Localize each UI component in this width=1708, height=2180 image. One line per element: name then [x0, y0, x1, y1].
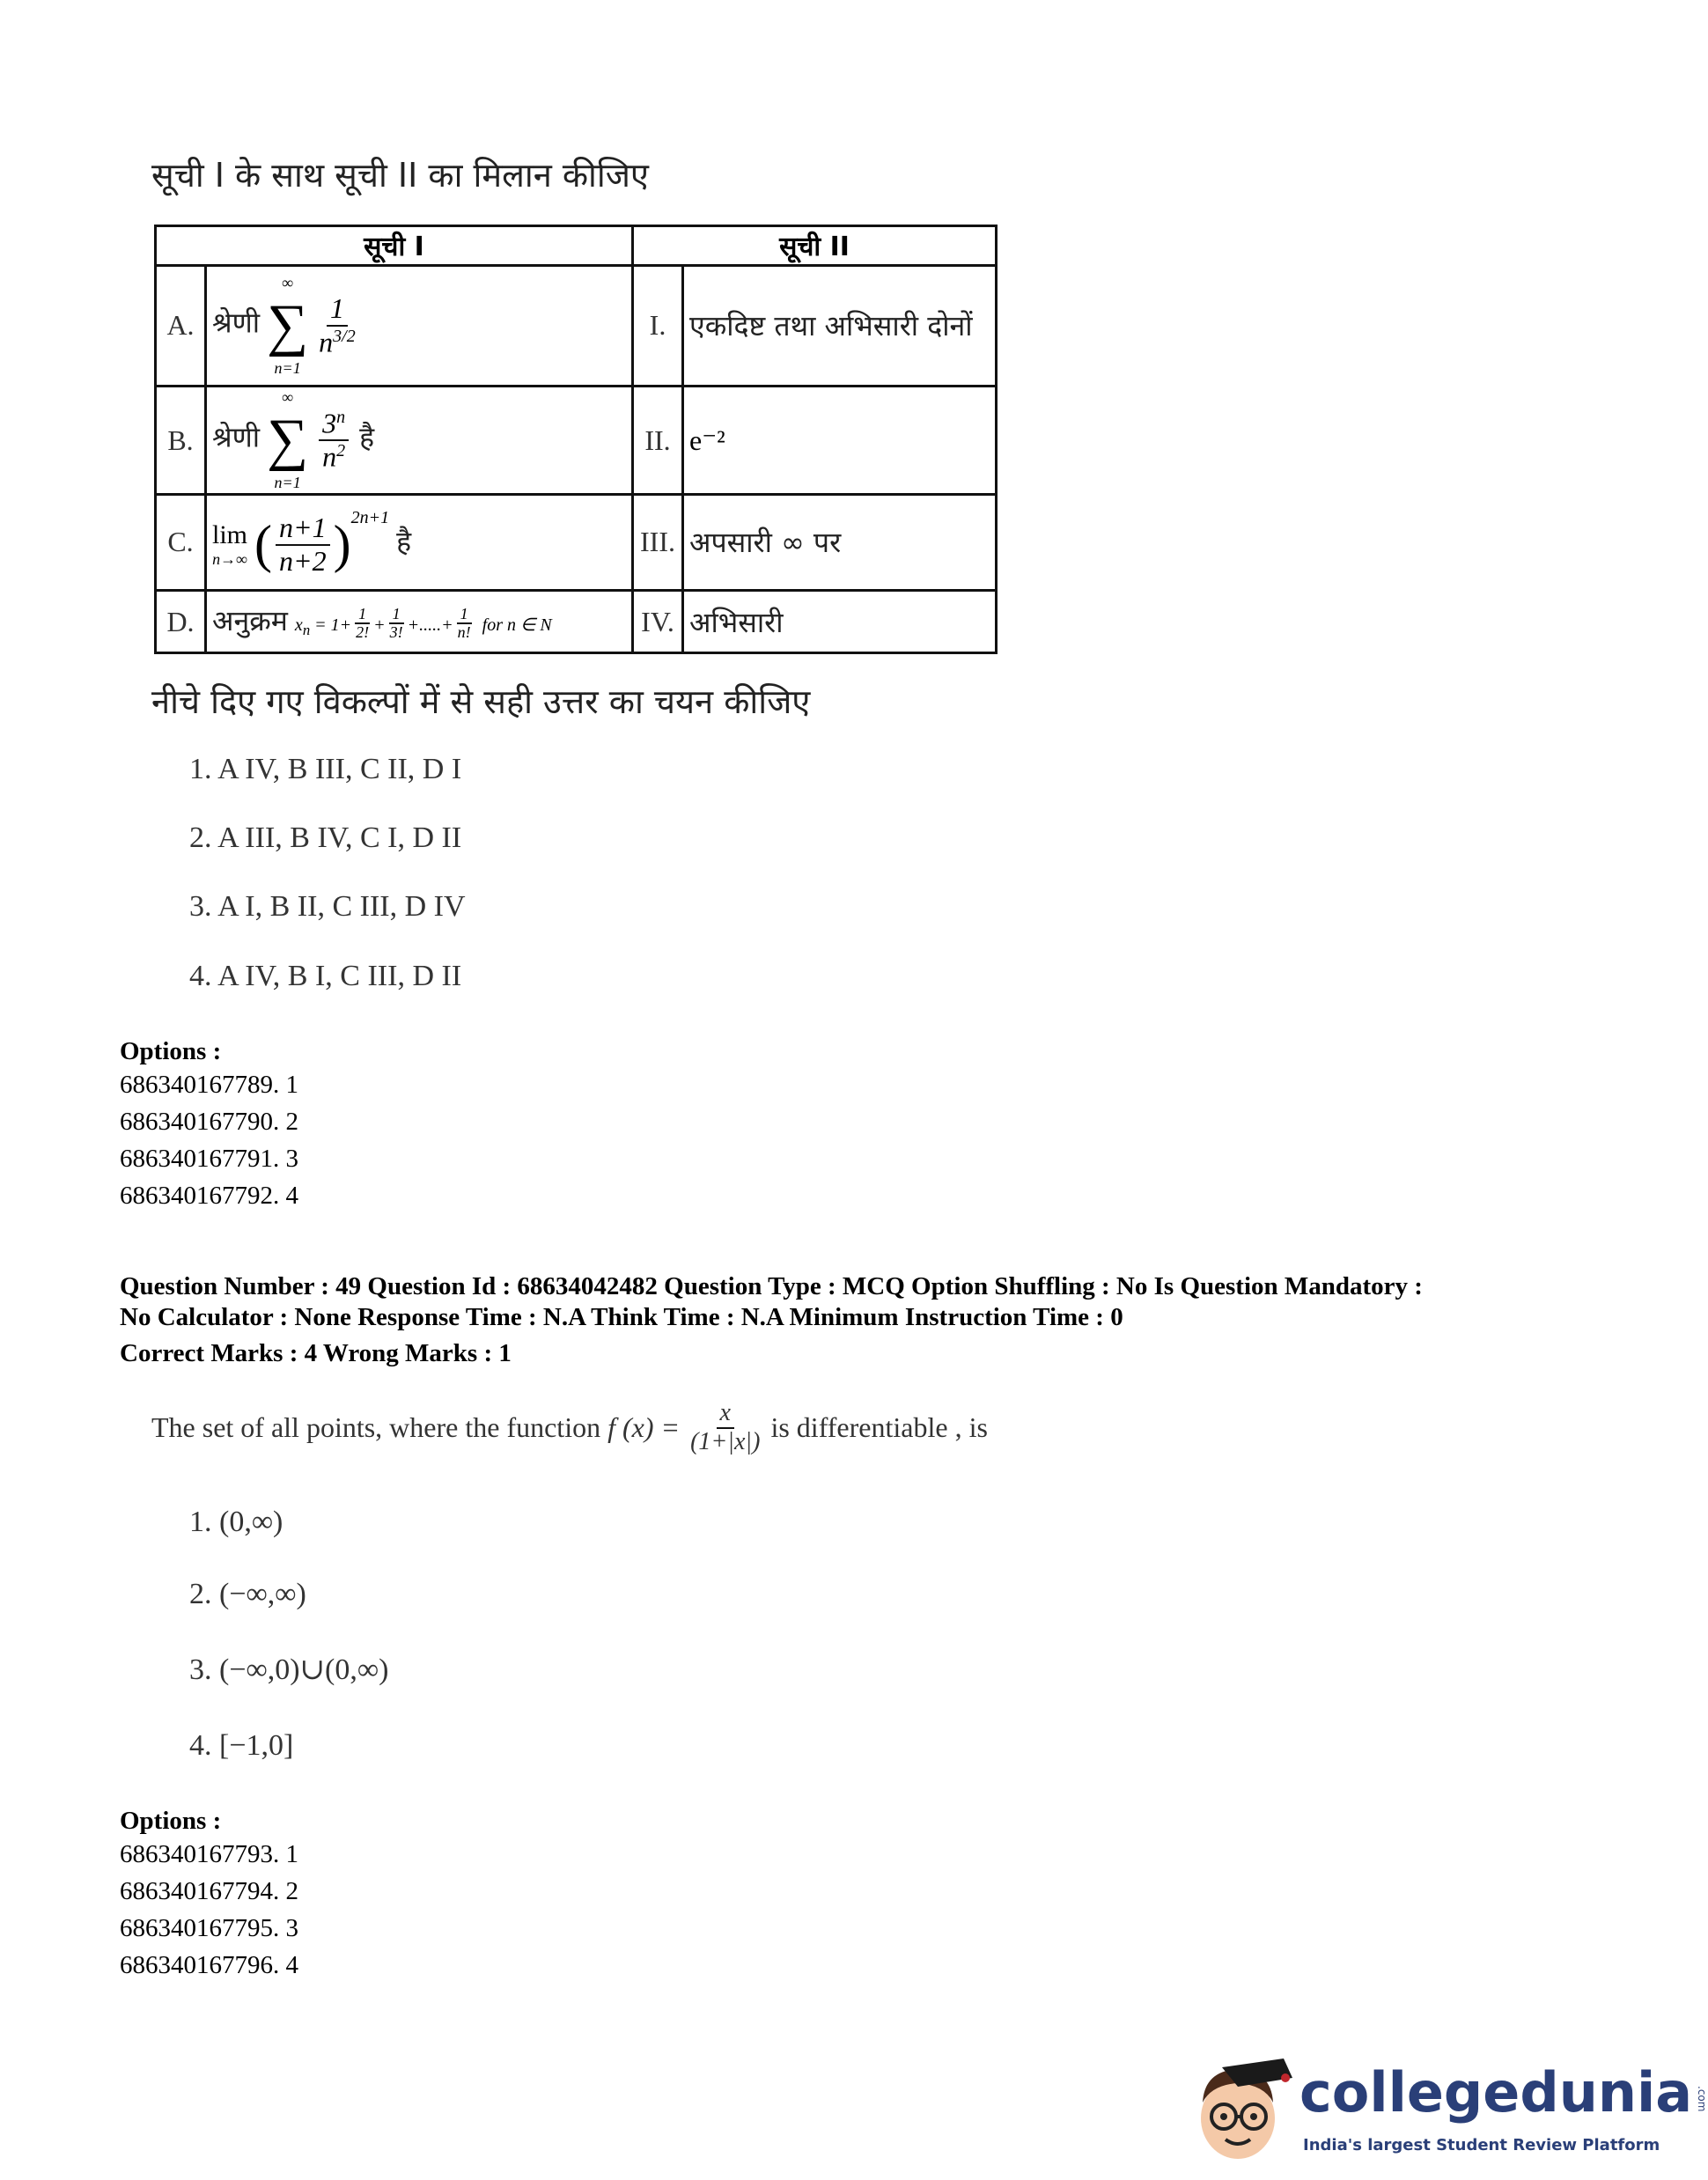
row-label: C.: [156, 494, 206, 590]
options-block: [120, 1037, 298, 1214]
question-meta-line: No Calculator : None Response Time : N.A Think Time : N.A Minimum Instruction Time : 0: [120, 1303, 1123, 1331]
option-id: 686340167790. 2: [120, 1108, 298, 1136]
option-id: 686340167795. 3: [120, 1914, 298, 1942]
logo-tagline: India's largest Student Review Platform: [1303, 2136, 1660, 2154]
question-meta-line: Question Number : 49 Question Id : 68634042482 Question Type : MCQ Option Shuffling : No Is Question Mandatory :: [120, 1272, 1423, 1300]
question-2-meta: [120, 1271, 1423, 1369]
option-id: 686340167793. 1: [120, 1840, 298, 1868]
list-1-item-c: lim n→∞ ( $\frac{n+1}{n+2}$ )$^{2n+1}$ है: [206, 494, 633, 590]
list-1-item-b: श्रेणी ∞ ∑ n=1 $\frac{3^n}{n^2}$ है: [206, 387, 633, 495]
choice-4: 4. A IV, B I, C III, D II: [189, 960, 462, 992]
question-1-prompt: सूची I के साथ सूची II का मिलान कीजिए: [151, 156, 649, 195]
logo-wordmark: collegedunia: [1299, 2060, 1693, 2125]
list-1-header: सूची I: [156, 226, 633, 266]
option-id: 686340167789. 1: [120, 1071, 298, 1099]
option-id: 686340167791. 3: [120, 1145, 298, 1173]
options-label: Options :: [120, 1807, 222, 1835]
logo-suffix: .com: [1696, 2085, 1708, 2111]
list-2-item-iv: अभिसारी: [683, 591, 997, 653]
choice-2: 2. (−∞,∞): [189, 1578, 306, 1610]
row-label: A.: [156, 265, 206, 387]
list-2-item-iii: अपसारी ∞ पर: [683, 494, 997, 590]
options-block: [120, 1807, 298, 1984]
collegedunia-logo: [1187, 2051, 1708, 2166]
row-label: I.: [633, 265, 683, 387]
question-1-instruction: नीचे दिए गए विकल्पों में से सही उत्तर का चयन कीजिए: [151, 682, 811, 721]
row-label: IV.: [633, 591, 683, 653]
choice-2: 2. A III, B IV, C I, D II: [189, 821, 462, 854]
list-1-item-d: अनुक्रम $x_n = 1+$ $\frac{1}{2!}$ + $\frac{1}{3!}$ +.....+ $\frac{1}{n!}$ for n ∈ N: [206, 591, 633, 653]
table-row: [156, 591, 997, 653]
choice-3: 3. (−∞,0)∪(0,∞): [189, 1653, 389, 1686]
choice-1: 1. (0,∞): [189, 1506, 283, 1538]
option-id: 686340167796. 4: [120, 1951, 298, 1979]
choice-3: 3. A I, B II, C III, D IV: [189, 890, 466, 923]
row-label: III.: [633, 494, 683, 590]
mascot-icon: [1187, 2051, 1301, 2166]
row-label: II.: [633, 387, 683, 495]
choice-4: 4. [−1,0]: [189, 1729, 294, 1762]
list-2-item-ii: e⁻²: [683, 387, 997, 495]
list-2-header: सूची II: [633, 226, 997, 266]
option-id: 686340167792. 4: [120, 1182, 298, 1210]
table-row: [156, 265, 997, 387]
marks-line: Correct Marks : 4 Wrong Marks : 1: [120, 1339, 512, 1367]
list-1-item-a: श्रेणी ∞ ∑ n=1 $\frac{1}{n^{3/2}}$: [206, 265, 633, 387]
table-row: [156, 494, 997, 590]
option-id: 686340167794. 2: [120, 1877, 298, 1905]
list-2-item-i: एकदिष्ट तथा अभिसारी दोनों: [683, 265, 997, 387]
match-table: [154, 225, 998, 654]
options-label: Options :: [120, 1037, 222, 1065]
table-row: [156, 387, 997, 495]
choice-1: 1. A IV, B III, C II, D I: [189, 753, 462, 785]
question-2-stem: The set of all points, where the function f (x) = $\frac{x}{(1+|x|)}$ is differentiable , is: [151, 1399, 988, 1455]
row-label: D.: [156, 591, 206, 653]
row-label: B.: [156, 387, 206, 495]
